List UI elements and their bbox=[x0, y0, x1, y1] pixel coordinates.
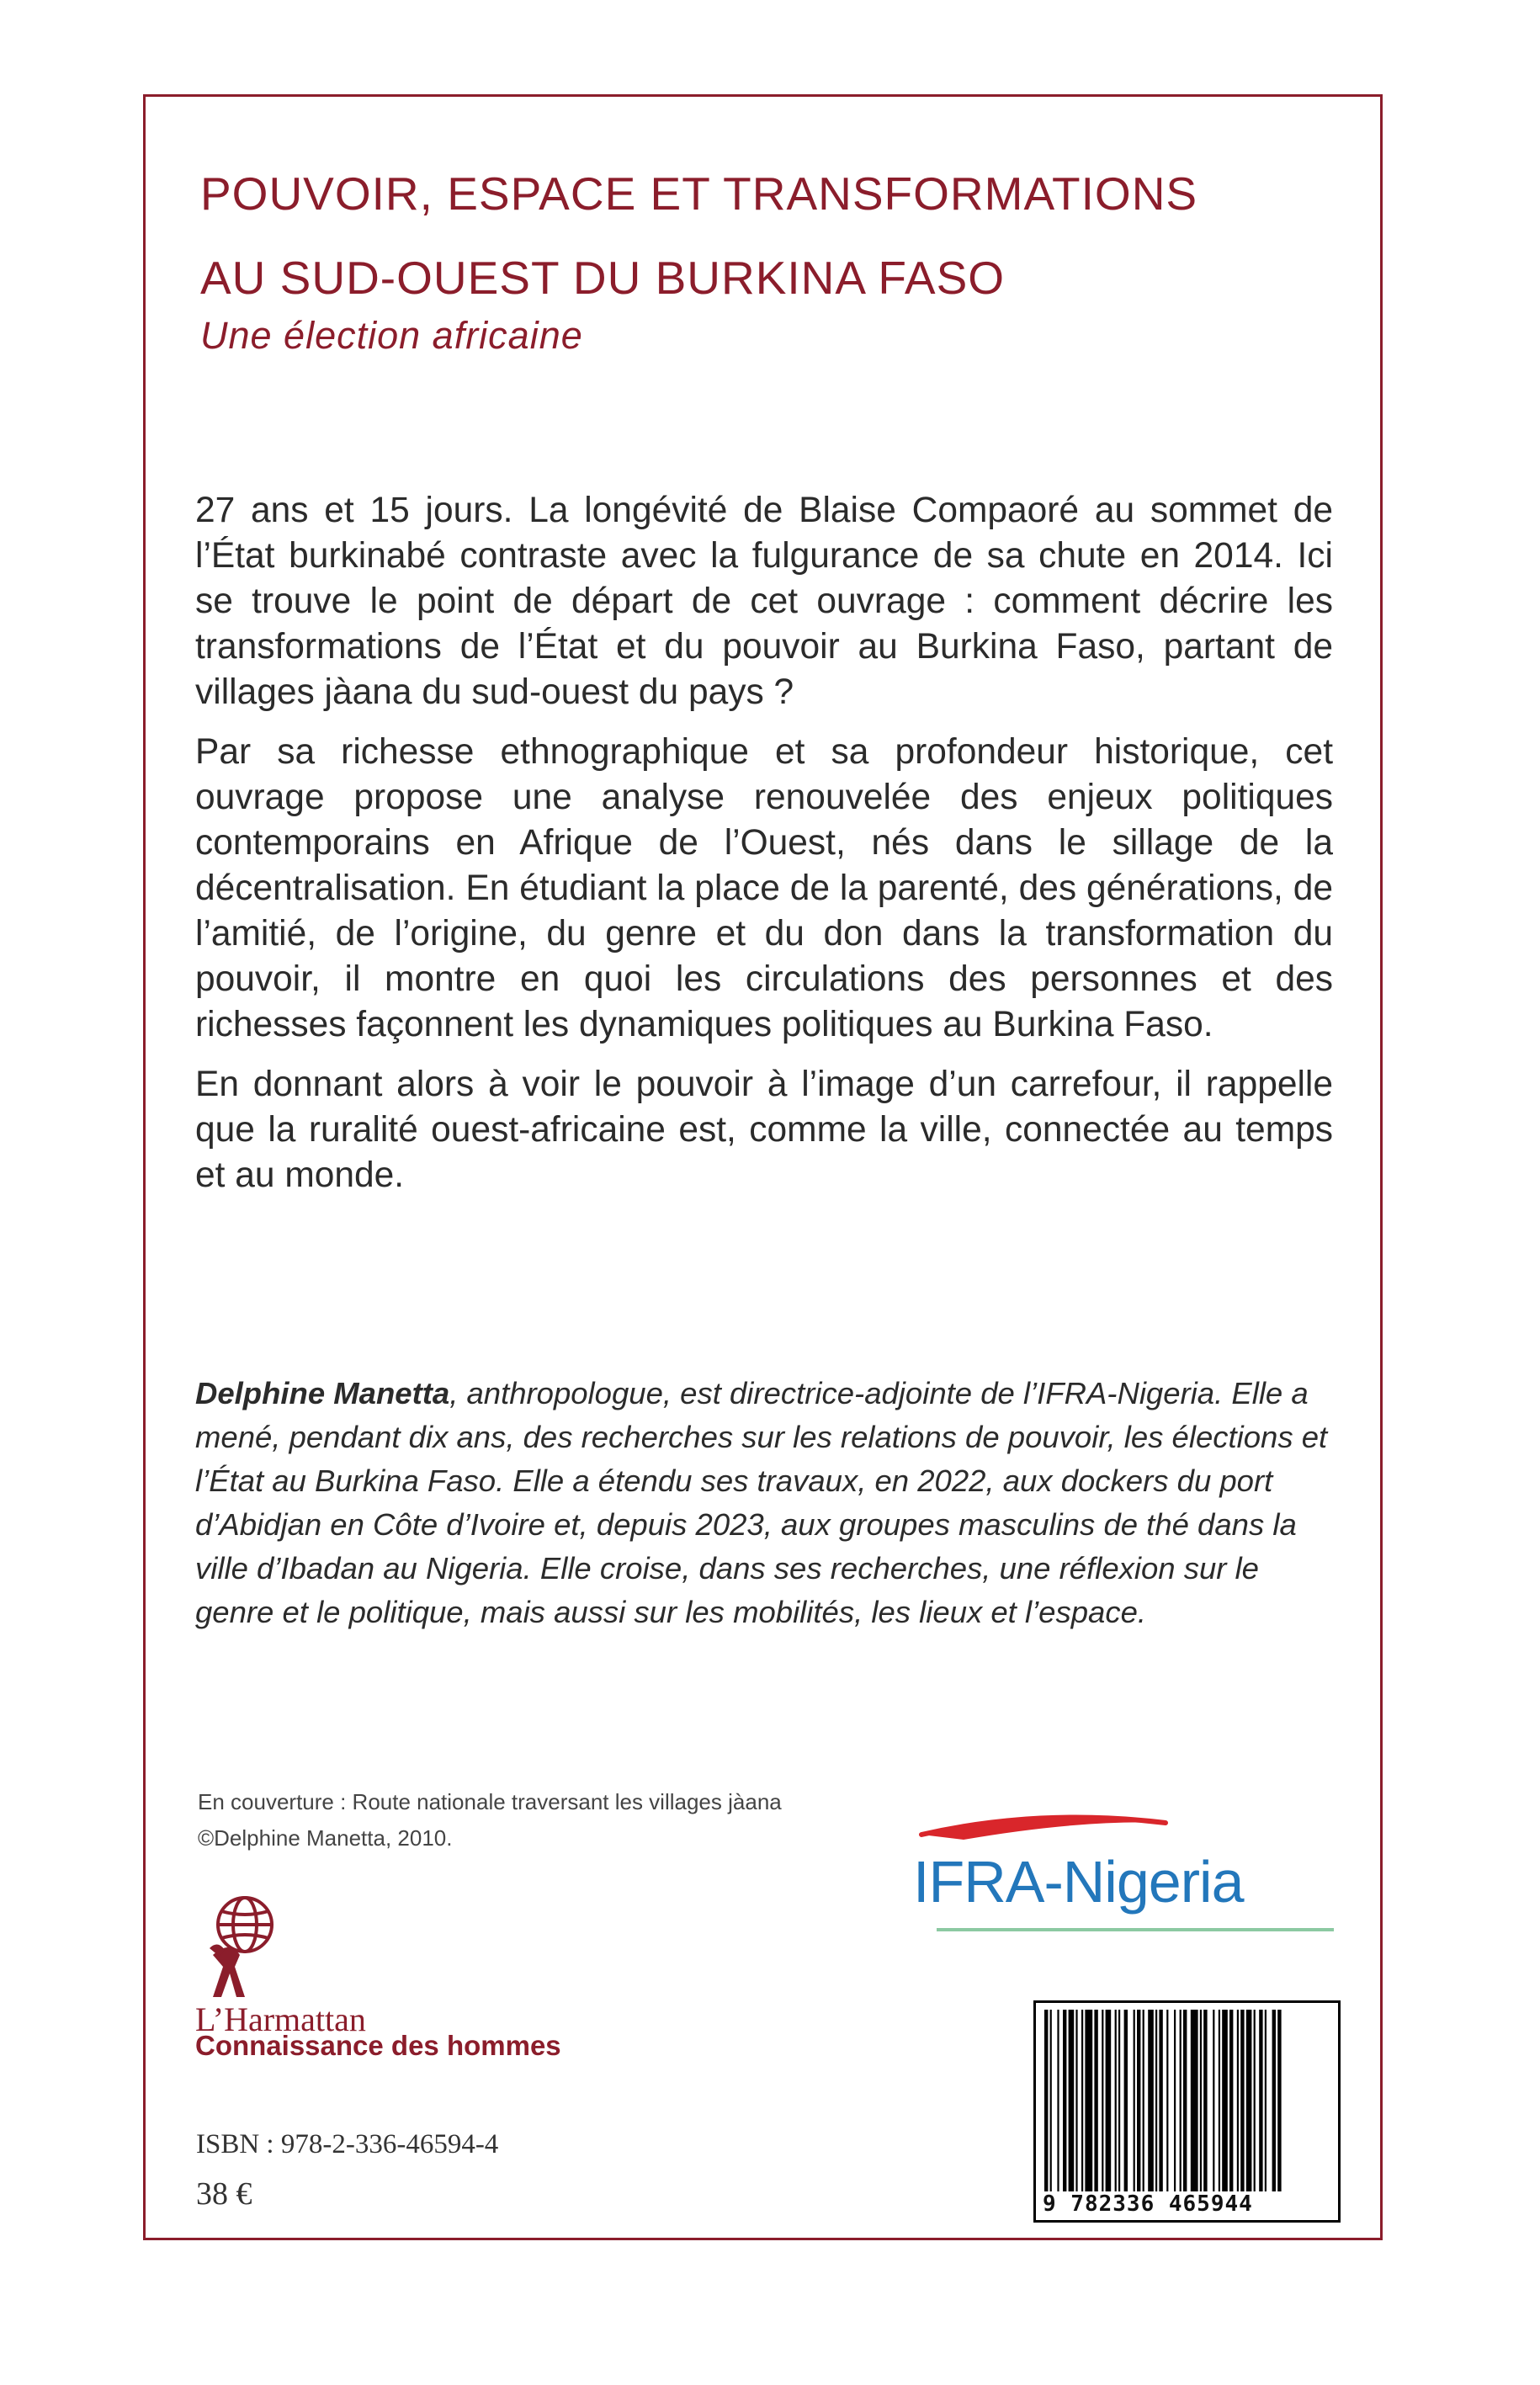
barcode-bar bbox=[1063, 2010, 1066, 2195]
barcode-bar bbox=[1222, 2010, 1228, 2195]
cover-credit bbox=[198, 1784, 782, 1856]
blurb-text bbox=[195, 488, 1333, 1213]
barcode-bar bbox=[1159, 2010, 1162, 2195]
cover-credit-line1: En couverture : Route nationale traversant les villages jàana bbox=[198, 1789, 782, 1814]
barcode-bar bbox=[1200, 2010, 1202, 2195]
barcode-bar bbox=[1229, 2010, 1233, 2195]
barcode-bar bbox=[1124, 2010, 1128, 2195]
barcode-bar bbox=[1246, 2010, 1252, 2195]
barcode-bar bbox=[1203, 2010, 1207, 2195]
cover-credit-line2: ©Delphine Manetta, 2010. bbox=[198, 1825, 453, 1851]
barcode-bar bbox=[1254, 2010, 1256, 2195]
barcode-bar bbox=[1134, 2010, 1135, 2195]
price: 38 € bbox=[196, 2176, 252, 2212]
barcode-bar bbox=[1094, 2010, 1097, 2195]
blurb-paragraph-3: En donnant alors à voir le pouvoir à l’image d’un carrefour, il rappelle que la ruralité ouest-africaine est, comme la ville, connectée au temps et au monde. bbox=[195, 1065, 1333, 1195]
blurb-paragraph-2: Par sa richesse ethnographique et sa profondeur historique, cet ouvrage propose une analyse renouvelée des enjeux politiques contemporains en Afrique de l’Ouest, nés dans le sillage de la décentralisation. En étudiant la place de la parenté, des générations, de l’amitié, de l’origine, du genre et du don dans la transformation du pouvoir, il montre en quoi les circulations des personnes et des richesses façonnent les dynamiques politiques au Burkina Faso. bbox=[195, 732, 1333, 1044]
book-title-line2: AU SUD-OUEST DU BURKINA FASO bbox=[200, 252, 1006, 304]
barcode-bar bbox=[1183, 2010, 1187, 2195]
author-bio-text: , anthropologue, est directrice-adjointe de l’IFRA-Nigeria. Elle a mené, pendant dix ans, des recherches sur les relations de pouvoir, les élections et l’État au Burkina Faso. Elle a étendu ses travaux, en 2022, aux dockers du port d’Abidjan en Côte d’Ivoire et, depuis 2023, aux groupes masculins de thé dans la ville d’Ibadan au Nigeria. Elle croise, dans ses recherches, une réflexion sur le genre et le politique, mais aussi sur les mobilités, les lieux et l’espace. bbox=[195, 1376, 1328, 1629]
barcode-bar bbox=[1240, 2010, 1244, 2195]
barcode-bars bbox=[1041, 2010, 1337, 2195]
book-subtitle: Une élection africaine bbox=[200, 314, 583, 357]
barcode-bar bbox=[1102, 2010, 1103, 2195]
barcode-bar bbox=[1057, 2010, 1059, 2195]
barcode-bar bbox=[1050, 2010, 1052, 2195]
barcode-bar bbox=[1219, 2010, 1220, 2195]
barcode-bar bbox=[1155, 2010, 1157, 2195]
barcode-bar bbox=[1143, 2010, 1144, 2195]
barcode-bar bbox=[1148, 2010, 1154, 2195]
publisher-name: L’Harmattan bbox=[195, 2000, 366, 2038]
barcode-bar bbox=[1174, 2010, 1176, 2195]
barcode-bar bbox=[1081, 2010, 1083, 2195]
ifra-nigeria-logo bbox=[913, 1808, 1334, 1942]
barcode-bar bbox=[1069, 2010, 1075, 2195]
collection-name: Connaissance des hommes bbox=[195, 2030, 561, 2061]
barcode-bar bbox=[1191, 2010, 1198, 2195]
barcode-bar bbox=[1272, 2010, 1276, 2195]
barcode-bar bbox=[1106, 2010, 1112, 2195]
barcode-bar bbox=[1259, 2010, 1262, 2195]
author-bio bbox=[195, 1372, 1333, 1634]
ean-barcode-icon bbox=[1033, 2000, 1341, 2223]
barcode-bar bbox=[1085, 2010, 1092, 2195]
ifra-nigeria-text: IFRA-Nigeria bbox=[913, 1849, 1244, 1915]
barcode-bar bbox=[1115, 2010, 1117, 2195]
blurb-paragraph-1: 27 ans et 15 jours. La longévité de Blaise Compaoré au sommet de l’État burkinabé contraste avec la fulgurance de sa chute en 2014. Ici se trouve le point de départ de cet ouvrage : comment décrire les transformations de l’État et du pouvoir au Burkina Faso, partant de villages jàana du sud-ouest du pays ? bbox=[195, 491, 1333, 712]
barcode-bar bbox=[1277, 2010, 1281, 2195]
barcode-bar bbox=[1166, 2010, 1168, 2195]
isbn: ISBN : 978-2-336-46594-4 bbox=[196, 2129, 499, 2159]
barcode-bar bbox=[1118, 2010, 1120, 2195]
barcode-bar bbox=[1237, 2010, 1239, 2195]
barcode-bar bbox=[1137, 2010, 1140, 2195]
barcode-bar bbox=[1213, 2010, 1214, 2195]
book-title bbox=[200, 151, 1378, 320]
barcode-bar bbox=[1044, 2010, 1048, 2195]
barcode-bar bbox=[1180, 2010, 1182, 2195]
harmattan-globe-atlas-icon bbox=[196, 1889, 289, 1999]
barcode-bar bbox=[1075, 2010, 1077, 2195]
barcode-bar bbox=[1265, 2010, 1267, 2195]
book-title-line1: POUVOIR, ESPACE ET TRANSFORMATIONS bbox=[200, 167, 1198, 220]
barcode-digits: 9 782336 465944 bbox=[1043, 2191, 1337, 2217]
author-name: Delphine Manetta bbox=[195, 1376, 450, 1410]
